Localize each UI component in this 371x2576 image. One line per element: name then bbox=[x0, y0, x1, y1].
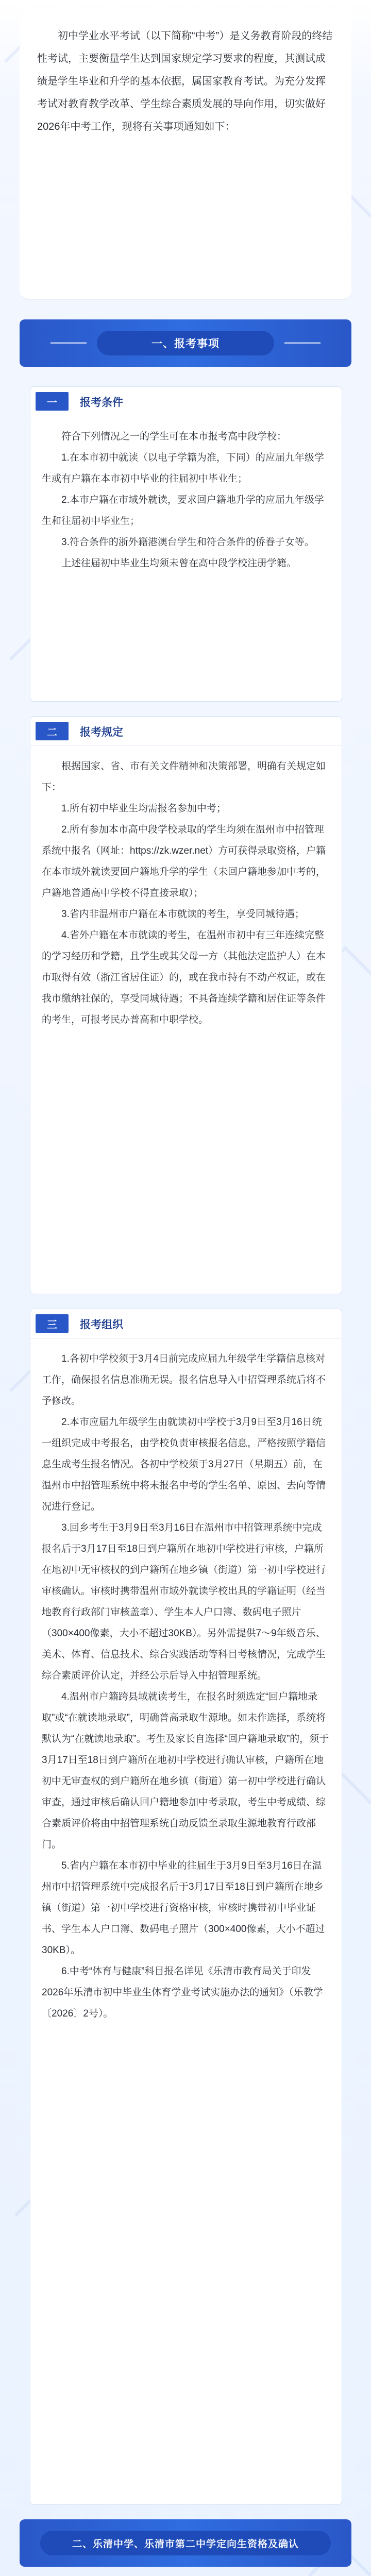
para: 4.温州市户籍跨县域就读考生，在报名时须选定“回户籍地录取”或“在就读地录取”，明确普高录取生源地。如未作选择，系统将默认为“在就读地录取”。考生及家长自选择“回户籍地录取”的，须于3月17日至18日到户籍所在地初中学校进行确认审核，户籍所在地初中无审查权的到户籍所在地乡镇（街道）第一初中学校进行确认审查，通过审核后确认回户籍地参加中考录取，考生中考成绩、综合素质评价将由中招管理系统自动反馈至录取生源地教育行政部门。 bbox=[42, 1691, 329, 1850]
section-number-badge: 三 bbox=[36, 1314, 69, 1333]
section-title: 报考规定 bbox=[80, 726, 123, 738]
para: 符合下列情况之一的学生可在本市报考高中段学校： bbox=[61, 431, 287, 442]
para: 根据国家、省、市有关文件精神和决策部署，明确有关规定如下： bbox=[42, 761, 326, 793]
para: 3.符合条件的浙外籍港澳台学生和符合条件的侨眷子女等。 bbox=[61, 537, 314, 548]
section-eligibility bbox=[30, 386, 342, 702]
intro-card bbox=[20, 10, 351, 299]
section-title: 报考组织 bbox=[80, 1319, 123, 1331]
intro-text: 初中学业水平考试（以下简称“中考”）是义务教育阶段的终结性考试，主要衡量学生达到国家规定学习要求的程度，其测试成绩是学生毕业和升学的基本依据，属国家教育考试。为充分发挥考试对教育教学改革、学生综合素质发展的导向作用，切实做好2026年中考工作，现将有关事项通知如下： bbox=[37, 30, 333, 132]
para: 上述往届初中毕业生均须未曾在高中段学校注册学籍。 bbox=[61, 558, 297, 569]
section-title: 报考条件 bbox=[80, 397, 123, 409]
para: 1.各初中学校须于3月4日前完成应届九年级学生学籍信息核对工作，确保报名信息准确无误。报名信息导入中招管理系统后将不予修改。 bbox=[42, 1353, 326, 1406]
section-number-badge: 二 bbox=[36, 722, 69, 740]
section-banner-2 bbox=[20, 2519, 351, 2567]
para: 3.回乡考生于3月9日至3月16日在温州市中招管理系统中完成报名后于3月17日至18日到户籍所在地初中学校进行审核，户籍所在地初中无审核权的到户籍所在地乡镇（街道）第一初中学校进行审核确认。审核时携带温州市域外就读学校出具的学籍证明（经当地教育行政部门审核盖章）、学生本人户口簿、数码电子照片（300×400像素，大小不超过30KB）。另外需提供7～9年级音乐、美术、体育、信息技术、综合实践活动等科目考核情况，完成学生综合素质评价认定，并经公示后导入中招管理系统。 bbox=[42, 1522, 326, 1681]
para: 1.在本市初中就读（以电子学籍为准，下同）的应届九年级学生或有户籍在本市初中毕业的往届初中毕业生； bbox=[42, 452, 324, 484]
section-banner-1-label: 一、报考事项 bbox=[97, 331, 274, 355]
section-number-badge: 一 bbox=[36, 392, 69, 411]
para: 2.本市户籍在市域外就读，要求回户籍地升学的应届九年级学生和往届初中毕业生； bbox=[42, 495, 324, 527]
para: 3.省内非温州市户籍在本市就读的考生，享受同城待遇； bbox=[61, 909, 305, 920]
section-banner-2-label: 二、乐清中学、乐清市第二中学定向生资格及确认 bbox=[40, 2531, 331, 2555]
para: 5.省内户籍在本市初中毕业的往届生于3月9日至3月16日在温州市中招管理系统中完成报名后于3月17日至18日到户籍所在地乡镇（街道）第一初中学校进行资格审核，审核时携带初中毕业证书、学生本人户口簿、数码电子照片（300×400像素，大小不超过30KB）。 bbox=[42, 1860, 325, 1956]
para: 2.所有参加本市高中段学校录取的学生均须在温州市中招管理系统中报名（网址：https://zk.wzer.net）方可获得录取资格，户籍在本市域外就读要回户籍地升学的学生（未回户籍地参加中考的，户籍地普通高中学校不得直接录取）； bbox=[42, 824, 326, 899]
para: 6.中考“体育与健康”科目报名详见《乐清市教育局关于印发2026年乐清市初中毕业生体育学业考试实施办法的通知》（乐教学〔2026〕2号）。 bbox=[42, 1966, 323, 2019]
para: 4.省外户籍在本市就读的考生，在温州市初中有三年连续完整的学习经历和学籍，且学生或其父母一方（其他法定监护人）在本市取得有效（浙江省居住证）的，或在我市持有不动产权证，或在我市缴纳社保的，享受同城待遇；不具备连续学籍和居住证等条件的考生，可报考民办普高和中职学校。 bbox=[42, 930, 326, 1025]
para: 1.所有初中毕业生均需报名参加中考； bbox=[61, 803, 226, 814]
section-organization bbox=[30, 1309, 342, 2505]
section-banner-1 bbox=[20, 319, 351, 367]
para: 2.本市应届九年级学生由就读初中学校于3月9日至3月16日统一组织完成中考报名，由学校负责审核报名信息，严格按照学籍信息生成考生报名情况。各初中学校须于3月27日（星期五）前，在温州市中招管理系统中将未报名中考的学生名单、原因、去向等情况进行登记。 bbox=[42, 1417, 326, 1512]
section-regulations bbox=[30, 716, 342, 1294]
